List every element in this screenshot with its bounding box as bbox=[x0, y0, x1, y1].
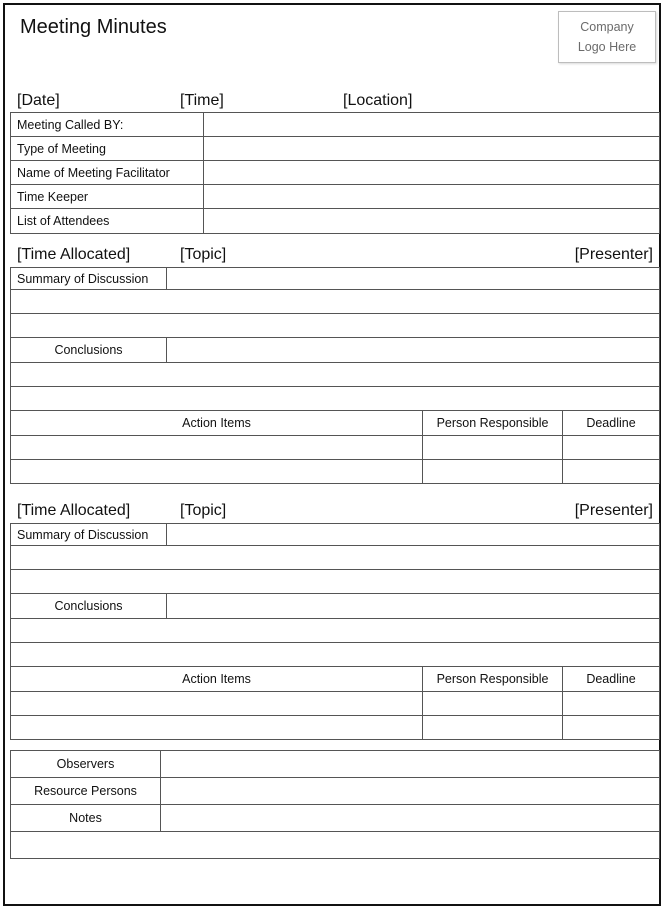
action-items-header: Action Items bbox=[11, 411, 423, 436]
conclusions-line[interactable] bbox=[11, 643, 660, 667]
meeting-info-table bbox=[10, 112, 660, 234]
meeting-called-by-label: Meeting Called BY: bbox=[11, 113, 204, 137]
table-row bbox=[11, 716, 660, 740]
table-row bbox=[11, 524, 660, 546]
logo-line-2: Logo Here bbox=[577, 40, 637, 54]
conclusions-value[interactable] bbox=[167, 338, 660, 363]
date-field: [Date] bbox=[17, 92, 60, 109]
agenda-1-discussion-table bbox=[10, 267, 660, 411]
agenda-1-topic: [Topic] bbox=[180, 246, 227, 263]
type-of-meeting-label: Type of Meeting bbox=[11, 137, 204, 161]
agenda-2-action-items-table bbox=[10, 666, 660, 740]
footer-table bbox=[10, 750, 660, 859]
meeting-info-row bbox=[11, 161, 660, 185]
facilitator-value[interactable] bbox=[204, 161, 660, 185]
table-row bbox=[11, 594, 660, 619]
summary-line[interactable] bbox=[11, 314, 660, 338]
table-row bbox=[11, 363, 660, 387]
deadline-cell[interactable] bbox=[563, 692, 660, 716]
person-responsible-cell[interactable] bbox=[423, 692, 563, 716]
table-row bbox=[11, 290, 660, 314]
conclusions-line[interactable] bbox=[11, 363, 660, 387]
attendees-value[interactable] bbox=[204, 209, 660, 234]
agenda-2-topic: [Topic] bbox=[180, 502, 227, 519]
table-header-row bbox=[11, 411, 660, 436]
notes-line[interactable] bbox=[11, 832, 660, 859]
attendees-label: List of Attendees bbox=[11, 209, 204, 234]
action-items-header: Action Items bbox=[11, 667, 423, 692]
deadline-cell[interactable] bbox=[563, 716, 660, 740]
summary-line[interactable] bbox=[11, 290, 660, 314]
observers-value[interactable] bbox=[161, 751, 660, 778]
summary-value[interactable] bbox=[167, 268, 660, 290]
table-row bbox=[11, 436, 660, 460]
conclusions-value[interactable] bbox=[167, 594, 660, 619]
agenda-2-time-allocated: [Time Allocated] bbox=[17, 502, 131, 519]
action-item-cell[interactable] bbox=[11, 716, 423, 740]
table-row bbox=[11, 338, 660, 363]
person-responsible-header: Person Responsible bbox=[423, 667, 563, 692]
resource-persons-value[interactable] bbox=[161, 778, 660, 805]
conclusions-line[interactable] bbox=[11, 387, 660, 411]
deadline-header: Deadline bbox=[563, 667, 660, 692]
table-header-row bbox=[11, 667, 660, 692]
summary-value[interactable] bbox=[167, 524, 660, 546]
person-responsible-cell[interactable] bbox=[423, 716, 563, 740]
person-responsible-cell[interactable] bbox=[423, 436, 563, 460]
meeting-info-row bbox=[11, 209, 660, 234]
table-row bbox=[11, 546, 660, 570]
action-item-cell[interactable] bbox=[11, 460, 423, 484]
agenda-2-discussion-table bbox=[10, 523, 660, 667]
agenda-1-action-items-table bbox=[10, 410, 660, 484]
observers-label: Observers bbox=[11, 751, 161, 778]
resource-persons-label: Resource Persons bbox=[11, 778, 161, 805]
table-row bbox=[11, 268, 660, 290]
agenda-1-presenter: [Presenter] bbox=[574, 246, 653, 263]
notes-label: Notes bbox=[11, 805, 161, 832]
deadline-cell[interactable] bbox=[563, 460, 660, 484]
time-field: [Time] bbox=[180, 92, 224, 109]
conclusions-label: Conclusions bbox=[11, 594, 167, 619]
summary-label: Summary of Discussion bbox=[11, 268, 167, 290]
person-responsible-cell[interactable] bbox=[423, 460, 563, 484]
company-logo-placeholder bbox=[558, 11, 656, 63]
table-row bbox=[11, 751, 660, 778]
logo-line-1: Company bbox=[580, 20, 634, 34]
conclusions-line[interactable] bbox=[11, 619, 660, 643]
meeting-info-row bbox=[11, 137, 660, 161]
meeting-info-row bbox=[11, 113, 660, 137]
deadline-header: Deadline bbox=[563, 411, 660, 436]
action-item-cell[interactable] bbox=[11, 692, 423, 716]
conclusions-label: Conclusions bbox=[11, 338, 167, 363]
table-row bbox=[11, 619, 660, 643]
type-of-meeting-value[interactable] bbox=[204, 137, 660, 161]
time-keeper-label: Time Keeper bbox=[11, 185, 204, 209]
location-field: [Location] bbox=[343, 92, 413, 109]
document-title: Meeting Minutes bbox=[20, 16, 167, 38]
summary-line[interactable] bbox=[11, 570, 660, 594]
agenda-2-presenter: [Presenter] bbox=[574, 502, 653, 519]
table-row bbox=[11, 805, 660, 832]
person-responsible-header: Person Responsible bbox=[423, 411, 563, 436]
meeting-called-by-value[interactable] bbox=[204, 113, 660, 137]
table-row bbox=[11, 314, 660, 338]
table-row bbox=[11, 778, 660, 805]
summary-label: Summary of Discussion bbox=[11, 524, 167, 546]
time-keeper-value[interactable] bbox=[204, 185, 660, 209]
table-row bbox=[11, 832, 660, 859]
deadline-cell[interactable] bbox=[563, 436, 660, 460]
meeting-info-row bbox=[11, 185, 660, 209]
notes-value[interactable] bbox=[161, 805, 660, 832]
agenda-1-time-allocated: [Time Allocated] bbox=[17, 246, 131, 263]
table-row bbox=[11, 387, 660, 411]
table-row bbox=[11, 570, 660, 594]
summary-line[interactable] bbox=[11, 546, 660, 570]
action-item-cell[interactable] bbox=[11, 436, 423, 460]
table-row bbox=[11, 643, 660, 667]
table-row bbox=[11, 692, 660, 716]
facilitator-label: Name of Meeting Facilitator bbox=[11, 161, 204, 185]
table-row bbox=[11, 460, 660, 484]
